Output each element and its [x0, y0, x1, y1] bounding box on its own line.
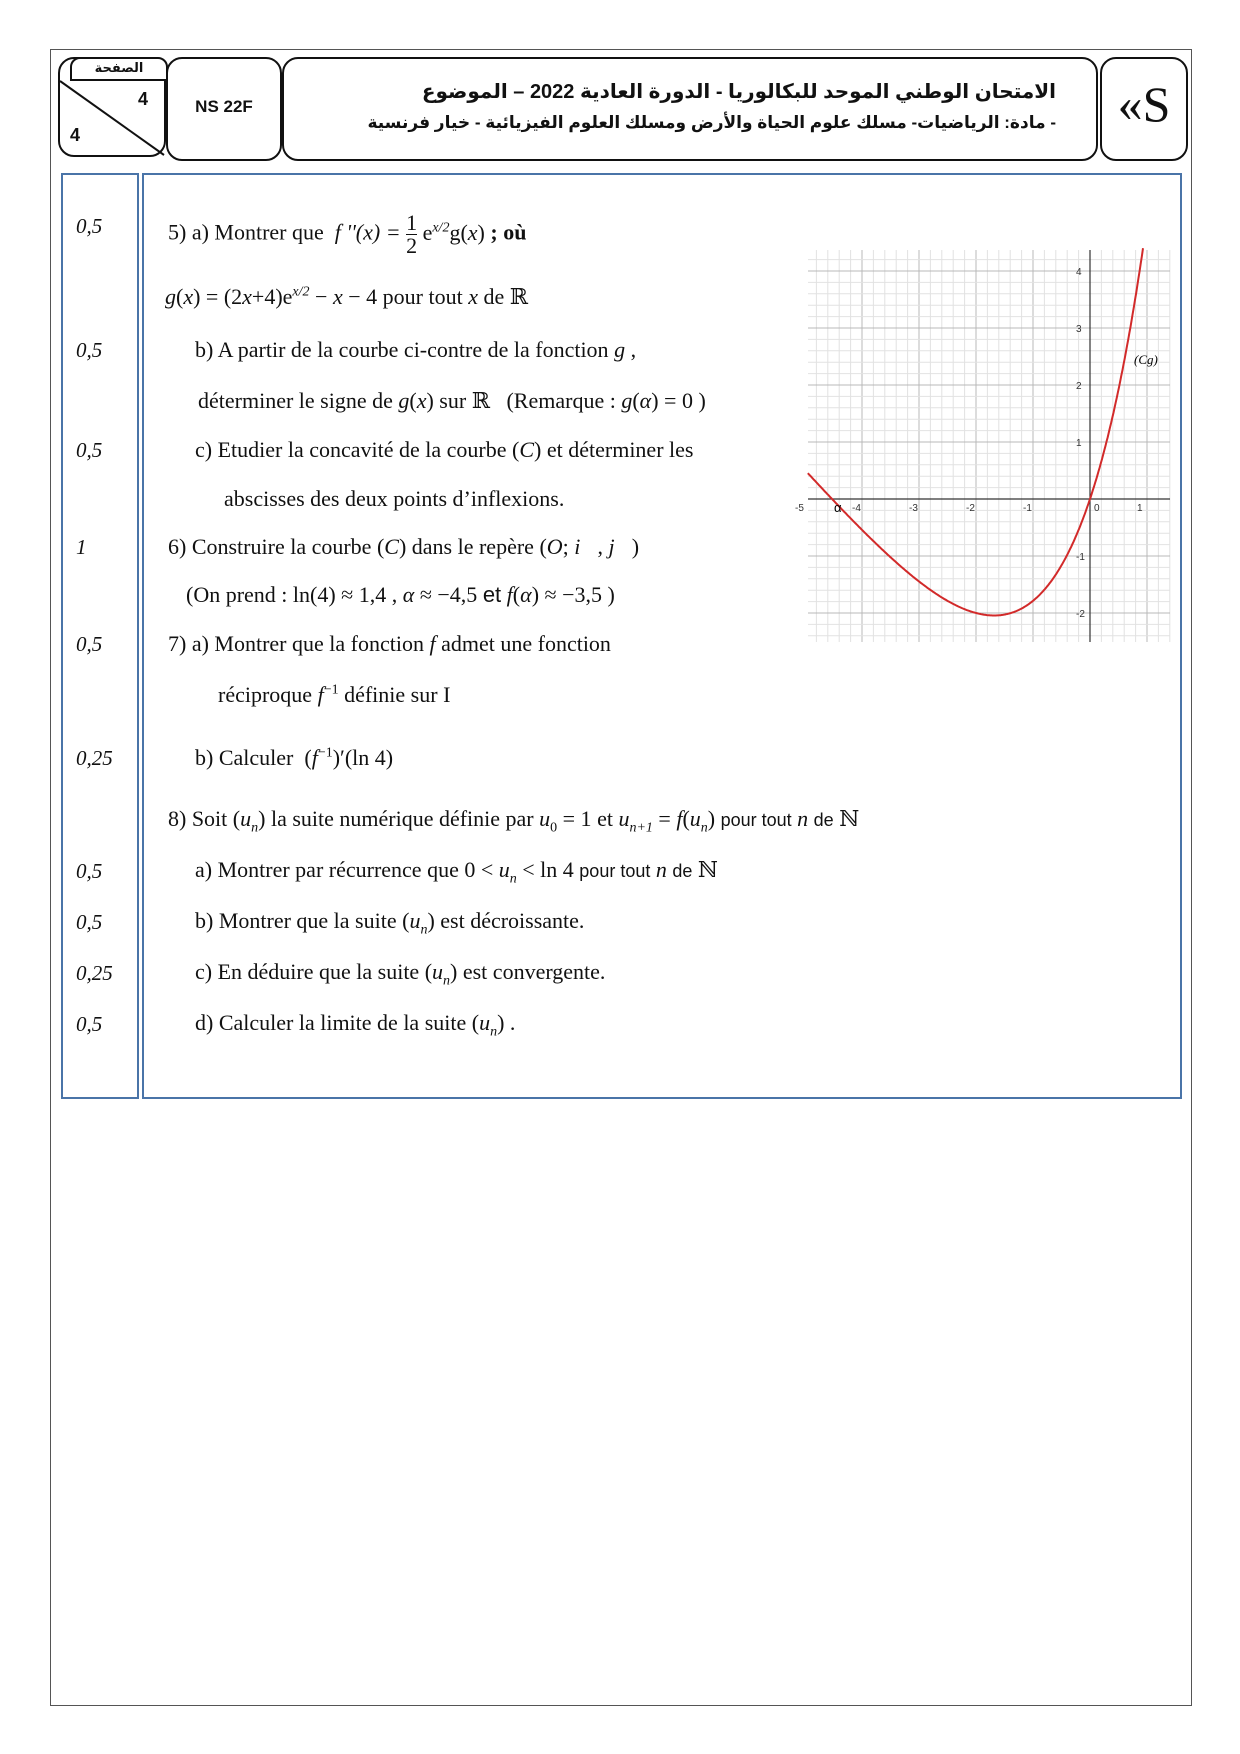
points-5c: 0,5	[76, 438, 103, 462]
exam-title-box	[282, 57, 1098, 161]
x-tick-label: 0	[1094, 503, 1100, 514]
x-tick-label: -2	[966, 503, 975, 514]
x-tick-label: -4	[852, 503, 861, 514]
question-7b: b) Calculer $(f^{-1})'(\ln$ 4)	[195, 745, 394, 770]
question-5c-line1: c) Etudier la concavité de la courbe (C) et déterminer les	[195, 437, 694, 462]
points-7b: 0,25	[76, 746, 113, 770]
y-tick-label: -2	[1076, 609, 1085, 620]
curve-label: (Cg)	[1134, 352, 1158, 367]
question-7a-line2: réciproque $f^{-1}$ définie sur I	[218, 682, 451, 707]
question-8d: d) Calculer la limite de la suite $(u_n)$ .	[195, 1010, 516, 1040]
points-7a: 0,5	[76, 632, 103, 656]
exam-code: NS 22F	[195, 97, 253, 116]
question-8c: c) En déduire que la suite $(u_n)$ est convergente.	[195, 959, 606, 989]
points-6: 1	[76, 535, 87, 559]
x-tick-label: -5	[795, 503, 804, 514]
y-tick-label: -1	[1076, 552, 1085, 563]
x-tick-label: 1	[1137, 503, 1143, 514]
question-5c-line2: abscisses des deux points d’inflexions.	[224, 486, 565, 511]
curve-cg	[808, 248, 1143, 615]
exam-logo-box	[1100, 57, 1188, 161]
page-number: 4	[138, 89, 149, 109]
points-8a: 0,5	[76, 859, 103, 883]
question-6: 6) Construire la courbe (C) dans le repère (O; i⃗, j⃗)	[168, 534, 640, 559]
g-definition: $g(x) = (2x+4)e^{x/2} - x - 4$ pour tout x de ℝ	[165, 284, 529, 309]
points-8c: 0,25	[76, 961, 113, 985]
question-8b: b) Montrer que la suite $(u_n)$ est décroissante.	[195, 908, 585, 938]
formula-exp-g: $e^{x/2}g(x)$	[422, 219, 485, 245]
x-tick-label: -3	[909, 503, 918, 514]
page-label: الصفحة	[70, 57, 168, 81]
question-7a-line1: 7) a) Montrer que la fonction f admet une fonction	[168, 631, 611, 656]
exam-title-line1: الامتحان الوطني الموحد للبكالوريا - الدورة العادية 2022 – الموضوع	[421, 81, 1056, 103]
points-8b: 0,5	[76, 910, 103, 934]
y-tick-label: 2	[1076, 381, 1082, 392]
formula-f-second: f ''(x) =	[329, 219, 407, 245]
fraction-half: 1 2	[406, 210, 418, 258]
x-tick-label: -1	[1023, 503, 1032, 514]
alpha-label: α	[834, 500, 842, 515]
total-pages: 4	[70, 125, 81, 145]
points-5a: 0,5	[76, 214, 103, 238]
question-5a: 5) a) Montrer que f ''(x) = 1 2 $e^{x/2}g(x)$ ; où	[168, 210, 527, 258]
question-8a: a) Montrer par récurrence que $0 < u_n < \ln 4$ pour tout n de ℕ	[195, 857, 718, 887]
question-5b-line2: déterminer le signe de g(x) sur ℝ (Remarque : g(α) = 0 )	[198, 388, 706, 413]
exam-title-line2: - مادة: الرياضيات- مسلك علوم الحياة والأرض ومسلك العلوم الفيزيائية - خيار فرنسية	[367, 113, 1056, 132]
question-8-intro: 8) Soit $(u_n)$ la suite numérique définie par $u_0 = 1$ et $u_{n+1} = f(u_n)$ pour tout n de ℕ	[168, 806, 860, 836]
question-6-values: (On prend : ln(4) ≈ 1,4 , α ≈ −4,5 et f(α) ≈ −3,5 )	[186, 582, 615, 607]
graph-g	[795, 250, 1170, 642]
y-tick-label: 1	[1076, 438, 1082, 449]
points-5b: 0,5	[76, 338, 103, 362]
points-8d: 0,5	[76, 1012, 103, 1036]
y-tick-label: 3	[1076, 324, 1082, 335]
exam-code-box	[166, 57, 282, 161]
y-tick-label: 4	[1076, 267, 1082, 278]
question-5b-line1: b) A partir de la courbe ci-contre de la fonction g ,	[195, 337, 637, 362]
graph-grid	[808, 250, 1170, 642]
exam-logo: «S	[1117, 76, 1171, 132]
